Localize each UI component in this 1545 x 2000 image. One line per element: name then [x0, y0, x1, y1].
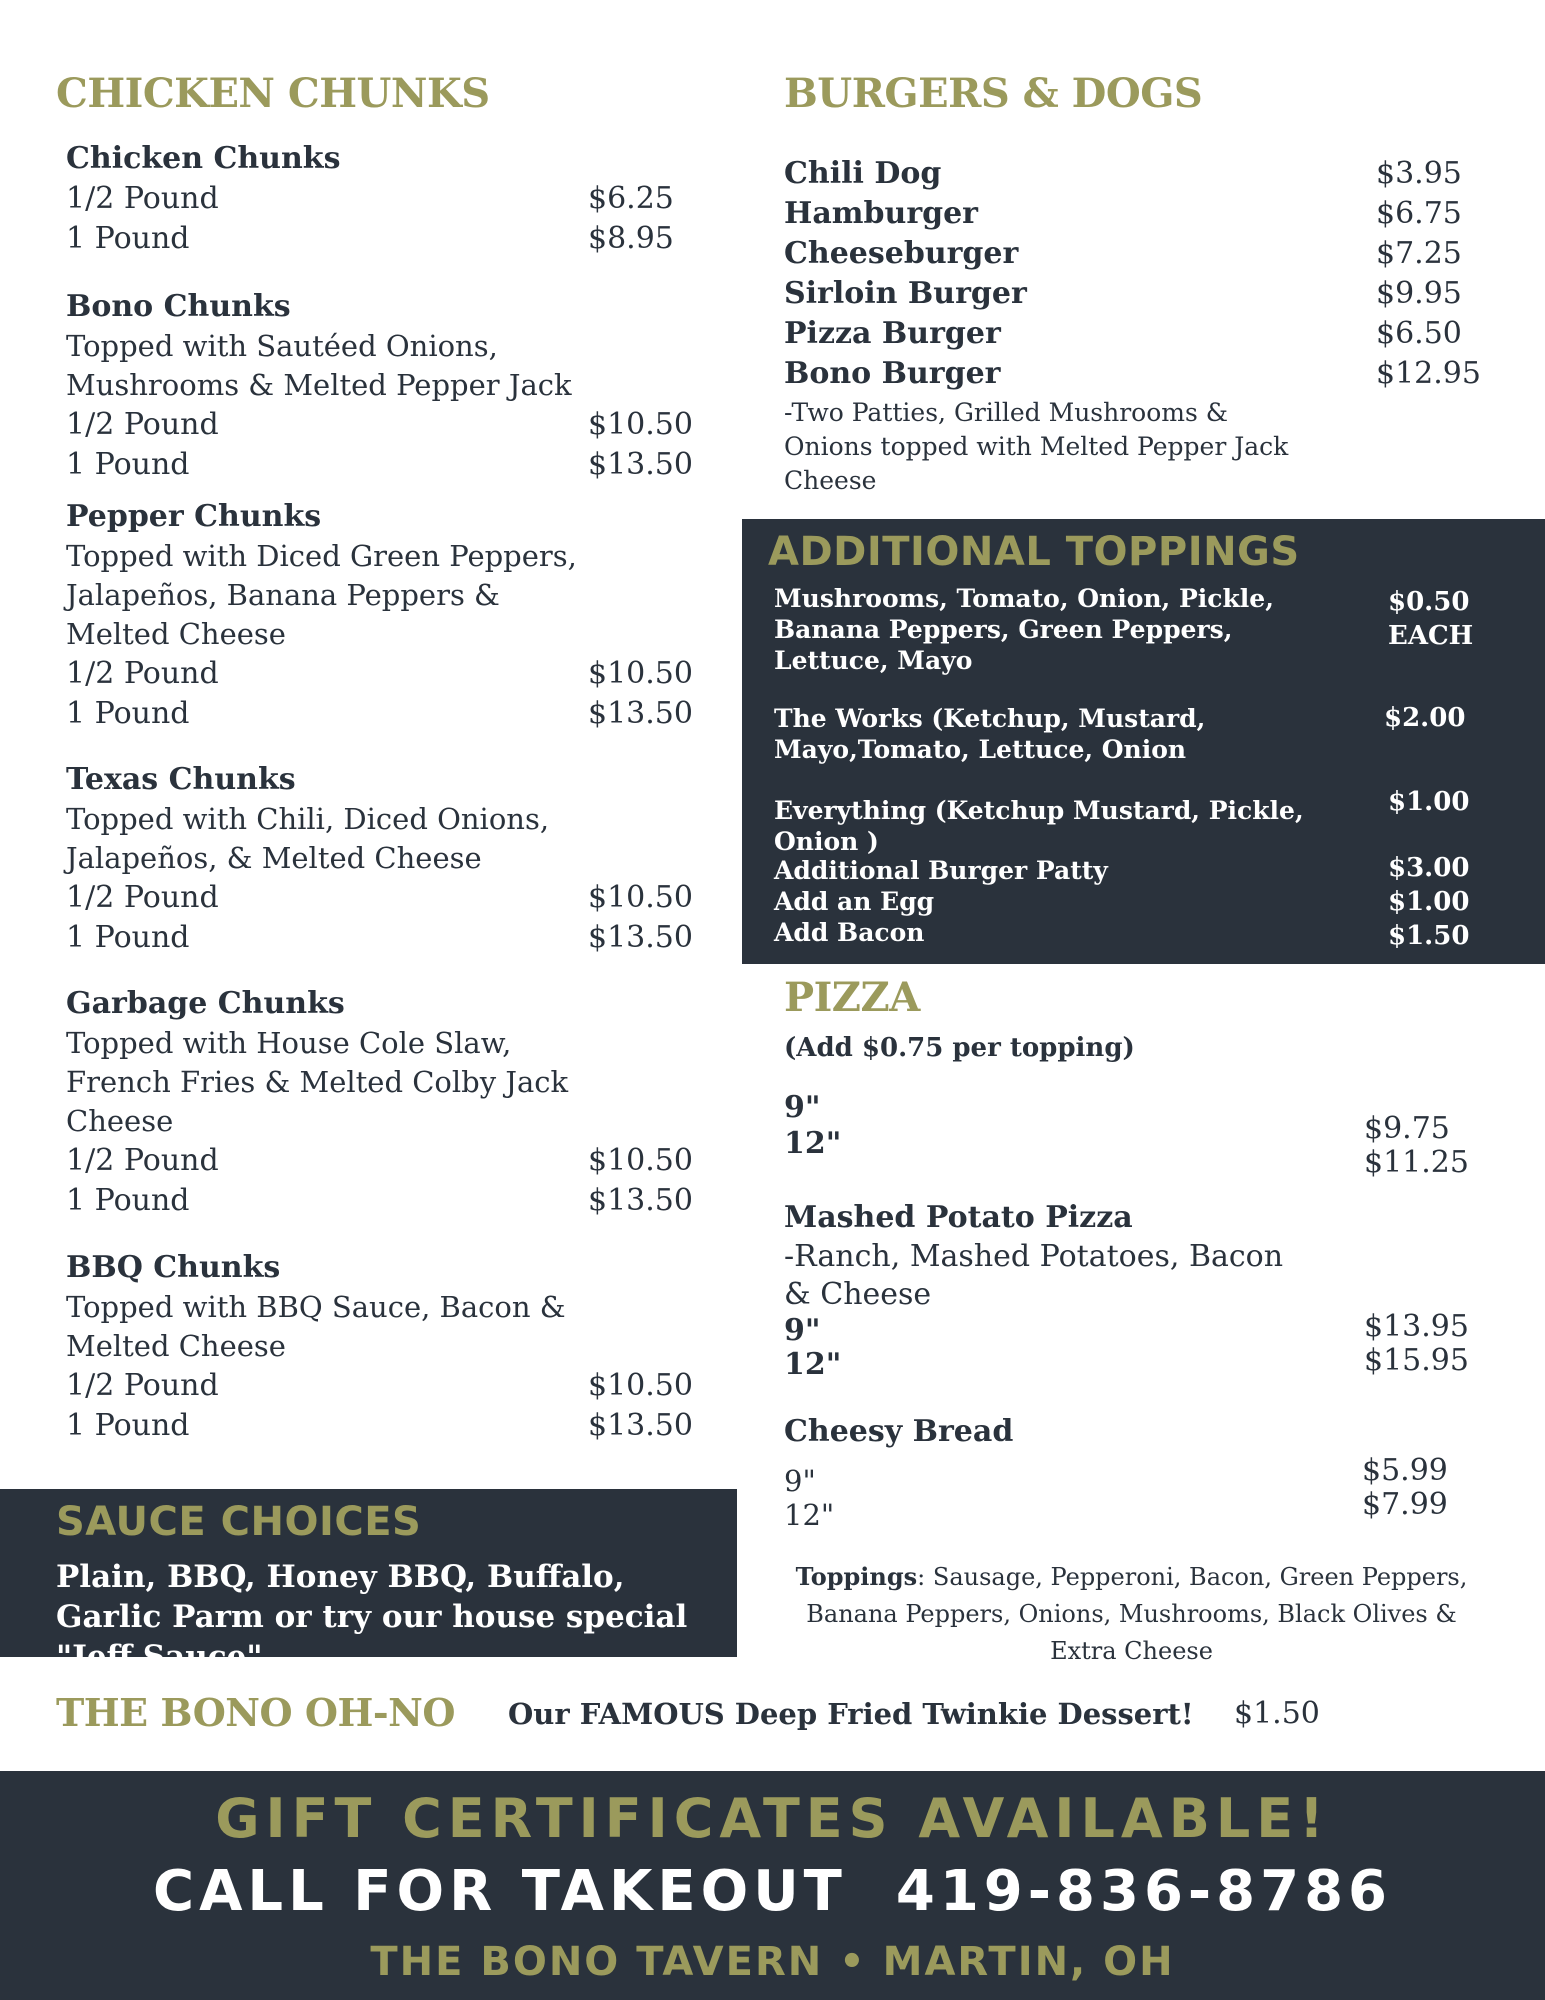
gift-certificates-text: GIFT CERTIFICATES AVAILABLE! — [215, 1787, 1330, 1850]
sauce-choices-heading: SAUCE CHOICES — [56, 1499, 422, 1545]
full-pound-label: 1 Pound — [66, 1183, 190, 1218]
pizza-size-12: 12" — [784, 1126, 842, 1161]
full-pound-price: $13.50 — [588, 447, 693, 482]
toppings-row-bacon-label: Add Bacon — [774, 918, 925, 947]
item-price: $7.25 — [1376, 236, 1462, 271]
half-pound-price: $10.50 — [588, 1143, 693, 1178]
item-name: Chili Dog — [784, 156, 942, 191]
tavern-location-text: THE BONO TAVERN • MARTIN, OH — [370, 1939, 1175, 1985]
half-pound-label: 1/2 Pound — [66, 656, 219, 691]
menu-item-bono-burger — [784, 354, 1504, 394]
chicken-chunks-heading: CHICKEN CHUNKS — [56, 70, 490, 117]
pizza-size-9: 9" — [784, 1090, 821, 1125]
size-12: 12" — [784, 1498, 835, 1532]
full-pound-label: 1 Pound — [66, 221, 190, 256]
item-price: $3.95 — [1376, 156, 1462, 191]
additional-toppings-heading: ADDITIONAL TOPPINGS — [768, 529, 1300, 575]
full-pound-price: $13.50 — [588, 920, 693, 955]
item-name: Garbage Chunks — [66, 986, 345, 1021]
cheesy-bread-prices — [1362, 1454, 1448, 1522]
menu-item-cheesy-bread — [784, 1412, 1013, 1532]
menu-item-bono-chunks — [66, 287, 706, 485]
item-name: Cheeseburger — [784, 236, 1019, 271]
menu-item-sirloin-burger — [784, 274, 1504, 314]
pizza-topping-note: (Add $0.75 per topping) — [784, 1033, 1135, 1063]
burgers-list — [784, 154, 1504, 498]
full-pound-price: $8.95 — [588, 221, 674, 256]
toppings-row-basic-price: $0.50 EACH — [1388, 587, 1474, 651]
toppings-row-everything-label: Everything (Ketchup Mustard, Pickle, Onion ) — [774, 796, 1304, 856]
item-name: Mashed Potato Pizza — [784, 1200, 1133, 1235]
item-description: Topped with House Cole Slaw, French Fries & Melted Colby Jack Cheese — [66, 1026, 569, 1138]
toppings-row-patty-price: $3.00 — [1388, 853, 1470, 883]
pizza-price-12: $11.25 — [1364, 1145, 1469, 1180]
item-price: $6.50 — [1376, 316, 1462, 351]
item-name: Bono Chunks — [66, 289, 291, 324]
menu-item-pizza-burger — [784, 314, 1504, 354]
item-name: Chicken Chunks — [66, 141, 341, 176]
item-price: $9.95 — [1376, 276, 1462, 311]
half-pound-label: 1/2 Pound — [66, 1368, 219, 1403]
mashed-potato-prices — [1364, 1310, 1469, 1378]
full-pound-label: 1 Pound — [66, 447, 190, 482]
half-pound-price: $10.50 — [588, 1368, 693, 1403]
menu-item-pepper-chunks — [66, 497, 706, 734]
bono-oh-no-description: Our FAMOUS Deep Fried Twinkie Dessert! — [508, 1697, 1194, 1731]
item-description: Topped with Sautéed Onions, Mushrooms & Melted Pepper Jack — [66, 329, 572, 402]
half-pound-label: 1/2 Pound — [66, 880, 219, 915]
menu-item-chili-dog — [784, 154, 1504, 194]
half-pound-label: 1/2 Pound — [66, 181, 219, 216]
item-name: Texas Chunks — [66, 762, 296, 797]
item-description: Topped with BBQ Sauce, Bacon & Melted Cheese — [66, 1290, 566, 1363]
full-pound-price: $13.50 — [588, 696, 693, 731]
full-pound-price: $13.50 — [588, 1183, 693, 1218]
pizza-toppings-label: Toppings — [795, 1562, 918, 1591]
item-price: $6.75 — [1376, 196, 1462, 231]
price-9: $5.99 — [1362, 1453, 1448, 1488]
price-9: $13.95 — [1364, 1309, 1469, 1344]
price-12: $7.99 — [1362, 1487, 1448, 1522]
pizza-sizes — [784, 1090, 841, 1162]
toppings-row-patty-label: Additional Burger Patty — [774, 856, 1108, 885]
item-name: Sirloin Burger — [784, 276, 1027, 311]
burgers-dogs-heading: BURGERS & DOGS — [784, 70, 1203, 117]
full-pound-label: 1 Pound — [66, 696, 190, 731]
full-pound-label: 1 Pound — [66, 1408, 190, 1443]
price-12: $15.95 — [1364, 1343, 1469, 1378]
menu-item-chicken-chunks — [66, 139, 706, 259]
menu-item-bbq-chunks — [66, 1248, 706, 1446]
sauce-choices-text: Plain, BBQ, Honey BBQ, Buffalo, Garlic Parm or try our house special "Jeff Sauce" — [56, 1559, 688, 1675]
half-pound-price: $10.50 — [588, 656, 693, 691]
toppings-row-egg-price: $1.00 — [1388, 887, 1470, 917]
bono-oh-no-price: $1.50 — [1234, 1696, 1320, 1731]
sauce-choices-box — [0, 1489, 737, 1675]
toppings-row-everything-price: $1.00 — [1388, 787, 1470, 817]
item-name: BBQ Chunks — [66, 1250, 281, 1285]
menu-item-cheeseburger — [784, 234, 1504, 274]
pizza-heading: PIZZA — [784, 974, 920, 1021]
pizza-prices — [1364, 1112, 1469, 1180]
item-name: Hamburger — [784, 196, 978, 231]
toppings-row-works-price: $2.00 — [1384, 703, 1466, 733]
full-pound-label: 1 Pound — [66, 920, 190, 955]
item-name: Cheesy Bread — [784, 1414, 1014, 1449]
item-description: Topped with Diced Green Peppers, Jalapeños, Banana Peppers & Melted Cheese — [66, 539, 577, 651]
item-price: $12.95 — [1376, 356, 1481, 391]
menu-item-mashed-potato-pizza — [784, 1198, 1344, 1382]
half-pound-price: $10.50 — [588, 880, 693, 915]
size-9: 9" — [784, 1464, 816, 1498]
menu-item-texas-chunks — [66, 760, 706, 958]
bono-burger-description: -Two Patties, Grilled Mushrooms & Onions topped with Melted Pepper Jack Cheese — [784, 398, 1289, 495]
footer-banner — [0, 1771, 1545, 2000]
size-9: 9" — [784, 1313, 821, 1348]
half-pound-label: 1/2 Pound — [66, 1143, 219, 1178]
bono-oh-no-heading: THE BONO OH-NO — [56, 1690, 455, 1735]
half-pound-price: $6.25 — [588, 181, 674, 216]
half-pound-label: 1/2 Pound — [66, 407, 219, 442]
item-name: Pizza Burger — [784, 316, 1001, 351]
pizza-price-9: $9.75 — [1364, 1111, 1450, 1146]
toppings-row-basic-label: Mushrooms, Tomato, Onion, Pickle, Banana Peppers, Green Peppers, Lettuce, Mayo — [774, 584, 1274, 675]
size-12: 12" — [784, 1347, 842, 1382]
toppings-row-egg-label: Add an Egg — [774, 887, 935, 916]
item-description: -Ranch, Mashed Potatoes, Bacon & Cheese — [784, 1239, 1284, 1312]
toppings-row-works-label: The Works (Ketchup, Mustard, Mayo,Tomato, Lettuce, Onion — [774, 704, 1206, 764]
menu-item-hamburger — [784, 194, 1504, 234]
toppings-row-bacon-price: $1.50 — [1388, 921, 1470, 951]
additional-toppings-box — [742, 519, 1545, 964]
call-for-takeout-text: CALL FOR TAKEOUT 419-836-8786 — [152, 1859, 1393, 1924]
item-name: Bono Burger — [784, 356, 1001, 391]
pizza-toppings-list — [784, 1558, 1479, 1670]
item-description: Topped with Chili, Diced Onions, Jalapeños, & Melted Cheese — [66, 802, 550, 875]
menu-item-garbage-chunks — [66, 984, 706, 1221]
half-pound-price: $10.50 — [588, 407, 693, 442]
item-name: Pepper Chunks — [66, 499, 322, 534]
full-pound-price: $13.50 — [588, 1408, 693, 1443]
pizza-toppings-text: : Sausage, Pepperoni, Bacon, Green Peppers, Banana Peppers, Onions, Mushrooms, Black Olives & Extra Cheese — [806, 1563, 1468, 1665]
